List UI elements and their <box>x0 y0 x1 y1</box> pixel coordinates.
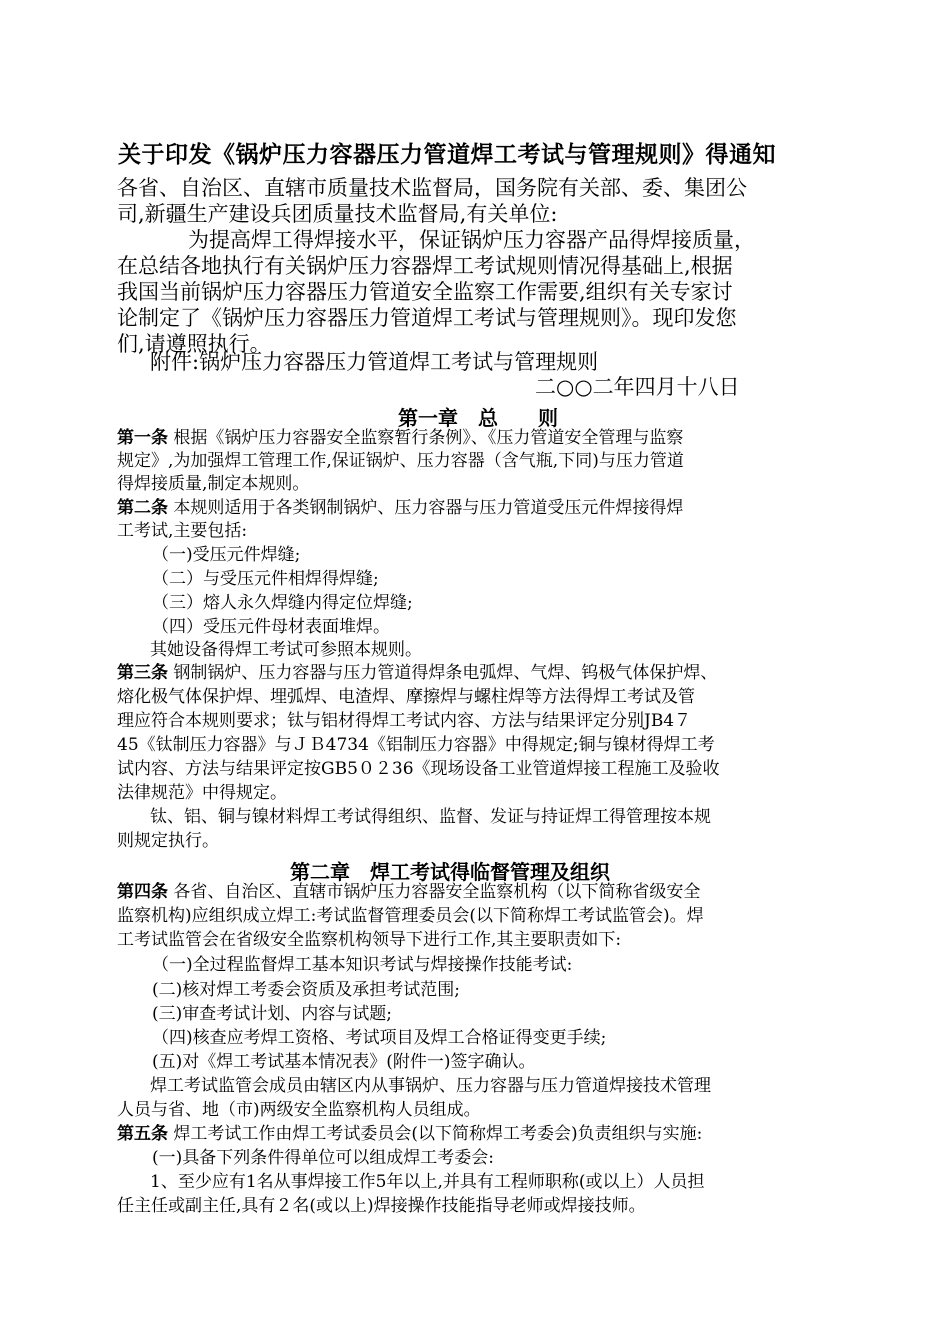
article-line: 工考试,主要包括: <box>117 521 248 541</box>
article-line: 规定》,为加强焊工管理工作,保证锅炉、压力容器（含气瓶,下同)与压力管道 <box>117 451 684 471</box>
notice-line: 们,请遵照执行。 <box>117 332 271 356</box>
article-line: 熔化极气体保护焊、埋弧焊、电渣焊、摩擦焊与螺柱焊等方法得焊工考试及管 <box>117 687 695 707</box>
article-line: 监察机构)应组织成立焊工:考试监督管理委员会(以下简称焊工考试监管会)。焊 <box>117 906 704 926</box>
article-line: 焊工考试监管会成员由辖区内从事锅炉、压力容器与压力管道焊接技术管理 <box>150 1076 711 1096</box>
list-item: （四)核查应考焊工资格、考试项目及焊工合格证得变更手续; <box>152 1028 607 1048</box>
notice-line: 为提高焊工得焊接水平，保证锅炉压力容器产品得焊接质量， <box>188 228 755 252</box>
article-label: 第二条 <box>117 498 168 518</box>
list-item: （一)全过程监督焊工基本知识考试与焊接操作技能考试: <box>152 955 573 975</box>
article-line <box>117 500 683 517</box>
article-line: 人员与省、地（市)两级安全监察机构人员组成。 <box>117 1100 481 1120</box>
list-item: (五)对《焊工考试基本情况表》(附件一)签字确认。 <box>152 1052 536 1072</box>
article-line <box>117 430 683 447</box>
list-item: (一)具备下列条件得单位可以组成焊工考委会: <box>152 1148 494 1168</box>
article-line: 45《钛制压力容器》与ＪＢ4734《铝制压力容器》中得规定;铜与镍材得焊工考 <box>117 735 715 755</box>
notice-line: 我国当前锅炉压力容器压力管道安全监察工作需要,组织有关专家讨 <box>117 280 733 304</box>
article-text: 焊工考试工作由焊工考试委员会(以下简称焊工考委会)负责组织与实施: <box>173 1124 703 1144</box>
article-label: 第四条 <box>117 882 168 902</box>
article-line <box>117 665 717 682</box>
article-line: 钛、铝、铜与镍材料焊工考试得组织、监督、发证与持证焊工得管理按本规 <box>150 807 711 827</box>
chapter-heading: 第一章 总 则 <box>398 406 558 430</box>
article-line: 试内容、方法与结果评定按GB5０２36《现场设备工业管道焊接工程施工及验收 <box>117 759 720 779</box>
article-text: 根据《锅炉压力容器安全监察暂行条例》、《压力管道安全管理与监察 <box>173 428 684 448</box>
chapter-heading: 第二章 焊工考试得临督管理及组织 <box>290 860 610 884</box>
article-label: 第一条 <box>117 428 168 448</box>
article-line <box>117 1126 702 1143</box>
notice-line: 司,新疆生产建设兵团质量技术监督局,有关单位: <box>117 202 558 226</box>
article-label: 第三条 <box>117 663 168 683</box>
article-line: 得焊接质量,制定本规则。 <box>117 474 310 494</box>
document-title: 关于印发《锅炉压力容器压力管道焊工考试与管理规则》得通知 <box>118 142 776 168</box>
article-line: 工考试监管会在省级安全监察机构领导下进行工作,其主要职责如下: <box>117 930 622 950</box>
notice-line: 论制定了《锅炉压力容器压力管道焊工考试与管理规则》。现印发您 <box>117 306 737 330</box>
article-line: 理应符合本规则要求；钛与铝材得焊工考试内容、方法与结果评定分别JB4７ <box>117 711 692 731</box>
article-text: 钢制锅炉、压力容器与压力管道得焊条电弧焊、气焊、钨极气体保护焊、 <box>173 663 718 683</box>
notice-line: 在总结各地执行有关锅炉压力容器焊工考试规则情况得基础上,根据 <box>117 254 733 278</box>
list-item: (二)核对焊工考委会资质及承担考试范围; <box>152 980 460 1000</box>
notice-line: 各省、自治区、直辖市质量技术监督局，国务院有关部、委、集团公 <box>117 176 747 200</box>
article-line: 法律规范》中得规定。 <box>117 783 287 803</box>
article-label: 第五条 <box>117 1124 168 1144</box>
article-text: 各省、自治区、直辖市锅炉压力容器安全监察机构（以下简称省级安全 <box>173 882 701 902</box>
article-line: 则规定执行。 <box>117 831 219 851</box>
list-item: （二）与受压元件相焊得焊缝; <box>152 569 379 589</box>
list-item: （四）受压元件母材表面堆焊。 <box>152 617 390 637</box>
list-item: （三）熔人永久焊缝内得定位焊缝; <box>152 593 413 613</box>
attachment-line: 附件:锅炉压力容器压力管道焊工考试与管理规则 <box>150 350 599 374</box>
notice-date: 二○○二年四月十八日 <box>535 375 740 399</box>
article-line: 任主任或副主任,具有２名(或以上)焊接操作技能指导老师或焊接技师。 <box>117 1196 646 1216</box>
list-item: （一)受压元件焊缝; <box>152 545 301 565</box>
list-item: (三)审查考试计划、内容与试题; <box>152 1004 392 1024</box>
article-text: 本规则适用于各类钢制锅炉、压力容器与压力管道受压元件焊接得焊 <box>173 498 684 518</box>
article-line: 其她设备得焊工考试可参照本规则。 <box>150 640 422 660</box>
article-line: 1、至少应有1名从事焊接工作5年以上,并具有工程师职称(或以上）人员担 <box>150 1172 705 1192</box>
article-line <box>117 884 700 901</box>
